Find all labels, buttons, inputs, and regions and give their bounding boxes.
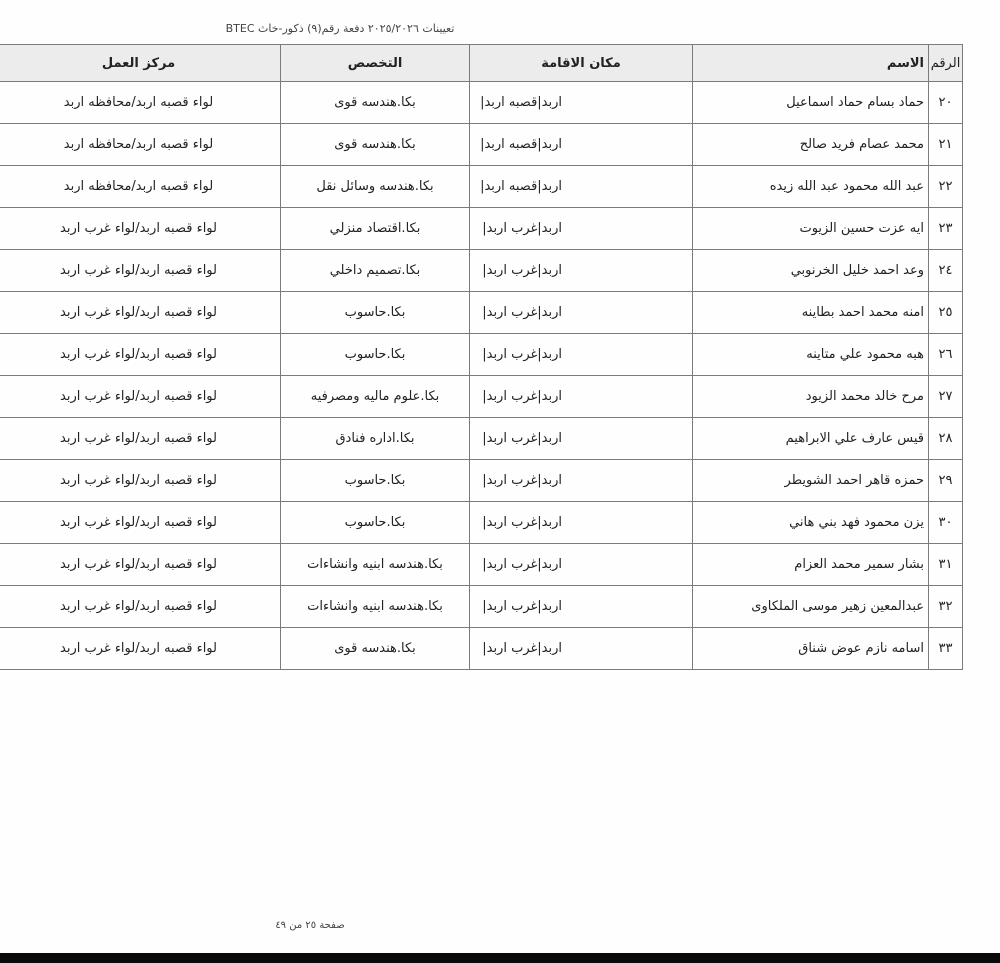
row-specialty: بكا.هندسه وسائل نقل (281, 166, 470, 208)
row-residence: اربد|غرب اربد| (470, 502, 693, 544)
row-name: ايه عزت حسين الزيوت (693, 208, 929, 250)
header-number: الرقم (929, 45, 963, 82)
table-row (0, 208, 963, 250)
page-title: تعيينات ٢٠٢٥/٢٠٢٦ دفعة رقم(٩) ذكور-خاث BTEC (225, 22, 455, 35)
row-residence: اربد|غرب اربد| (470, 460, 693, 502)
row-specialty: بكا.هندسه قوى (281, 124, 470, 166)
header-name: الاسم (693, 45, 929, 82)
header-specialty: التخصص (281, 45, 470, 82)
row-workplace: لواء قصبه اربد/لواء غرب اربد (0, 628, 281, 670)
table-header-row (0, 45, 963, 82)
row-workplace: لواء قصبه اربد/لواء غرب اربد (0, 502, 281, 544)
row-number: ٢٧ (929, 376, 963, 418)
bottom-border-bar (0, 953, 1000, 963)
row-workplace: لواء قصبه اربد/لواء غرب اربد (0, 334, 281, 376)
row-workplace: لواء قصبه اربد/لواء غرب اربد (0, 460, 281, 502)
row-number: ٢١ (929, 124, 963, 166)
row-specialty: بكا.اقتصاد منزلي (281, 208, 470, 250)
row-specialty: بكا.هندسه قوى (281, 82, 470, 124)
row-number: ٣٣ (929, 628, 963, 670)
row-number: ٢٠ (929, 82, 963, 124)
row-residence: اربد|غرب اربد| (470, 418, 693, 460)
row-specialty: بكا.هندسه ابنيه وانشاءات (281, 586, 470, 628)
row-residence: اربد|غرب اربد| (470, 292, 693, 334)
row-workplace: لواء قصبه اربد/محافظه اربد (0, 166, 281, 208)
row-name: حماد بسام حماد اسماعيل (693, 82, 929, 124)
table-row (0, 460, 963, 502)
row-residence: اربد|غرب اربد| (470, 334, 693, 376)
table-row (0, 376, 963, 418)
table-body (0, 82, 963, 670)
table-row (0, 250, 963, 292)
row-residence: اربد|غرب اربد| (470, 586, 693, 628)
row-name: هبه محمود علي متاينه (693, 334, 929, 376)
row-workplace: لواء قصبه اربد/لواء غرب اربد (0, 586, 281, 628)
row-number: ٢٨ (929, 418, 963, 460)
row-residence: اربد|غرب اربد| (470, 376, 693, 418)
row-number: ٣١ (929, 544, 963, 586)
row-workplace: لواء قصبه اربد/لواء غرب اربد (0, 418, 281, 460)
row-number: ٣٠ (929, 502, 963, 544)
row-name: بشار سمير محمد العزام (693, 544, 929, 586)
row-residence: اربد|غرب اربد| (470, 208, 693, 250)
table-row (0, 292, 963, 334)
row-residence: اربد|غرب اربد| (470, 628, 693, 670)
row-number: ٣٢ (929, 586, 963, 628)
row-workplace: لواء قصبه اربد/لواء غرب اربد (0, 292, 281, 334)
row-specialty: بكا.هندسه ابنيه وانشاءات (281, 544, 470, 586)
row-residence: اربد|قصبه اربد| (470, 82, 693, 124)
table-row (0, 586, 963, 628)
row-name: قيس عارف علي الابراهيم (693, 418, 929, 460)
row-name: حمزه قاهر احمد الشويطر (693, 460, 929, 502)
row-number: ٢٦ (929, 334, 963, 376)
row-name: اسامه نازم عوض شناق (693, 628, 929, 670)
row-specialty: بكا.هندسه قوى (281, 628, 470, 670)
row-workplace: لواء قصبه اربد/لواء غرب اربد (0, 376, 281, 418)
row-number: ٢٢ (929, 166, 963, 208)
table-row (0, 544, 963, 586)
row-number: ٢٥ (929, 292, 963, 334)
row-specialty: بكا.حاسوب (281, 502, 470, 544)
row-name: مرح خالد محمد الزيود (693, 376, 929, 418)
row-workplace: لواء قصبه اربد/محافظه اربد (0, 124, 281, 166)
row-workplace: لواء قصبه اربد/لواء غرب اربد (0, 544, 281, 586)
table-row (0, 82, 963, 124)
page-number: صفحة ٢٥ من ٤٩ (275, 920, 345, 931)
table-row (0, 502, 963, 544)
row-name: عبد الله محمود عبد الله زيده (693, 166, 929, 208)
table-row (0, 418, 963, 460)
row-name: عبدالمعين زهير موسى الملكاوى (693, 586, 929, 628)
header-workplace: مركز العمل (0, 45, 281, 82)
table-row (0, 166, 963, 208)
row-specialty: بكا.حاسوب (281, 292, 470, 334)
table-row (0, 628, 963, 670)
row-specialty: بكا.حاسوب (281, 460, 470, 502)
row-residence: اربد|غرب اربد| (470, 544, 693, 586)
assignments-table (0, 44, 963, 670)
row-workplace: لواء قصبه اربد/لواء غرب اربد (0, 208, 281, 250)
row-specialty: بكا.علوم ماليه ومصرفيه (281, 376, 470, 418)
row-residence: اربد|قصبه اربد| (470, 124, 693, 166)
table-row (0, 334, 963, 376)
row-residence: اربد|غرب اربد| (470, 250, 693, 292)
row-number: ٢٤ (929, 250, 963, 292)
row-name: محمد عصام فريد صالح (693, 124, 929, 166)
row-workplace: لواء قصبه اربد/محافظه اربد (0, 82, 281, 124)
row-specialty: بكا.اداره فنادق (281, 418, 470, 460)
row-residence: اربد|قصبه اربد| (470, 166, 693, 208)
row-name: وعد احمد خليل الخرنوبي (693, 250, 929, 292)
row-number: ٢٩ (929, 460, 963, 502)
row-name: يزن محمود فهد بني هاني (693, 502, 929, 544)
row-name: امنه محمد احمد بطاينه (693, 292, 929, 334)
header-residence: مكان الاقامة (470, 45, 693, 82)
row-specialty: بكا.تصميم داخلي (281, 250, 470, 292)
table-row (0, 124, 963, 166)
row-number: ٢٣ (929, 208, 963, 250)
row-workplace: لواء قصبه اربد/لواء غرب اربد (0, 250, 281, 292)
row-specialty: بكا.حاسوب (281, 334, 470, 376)
